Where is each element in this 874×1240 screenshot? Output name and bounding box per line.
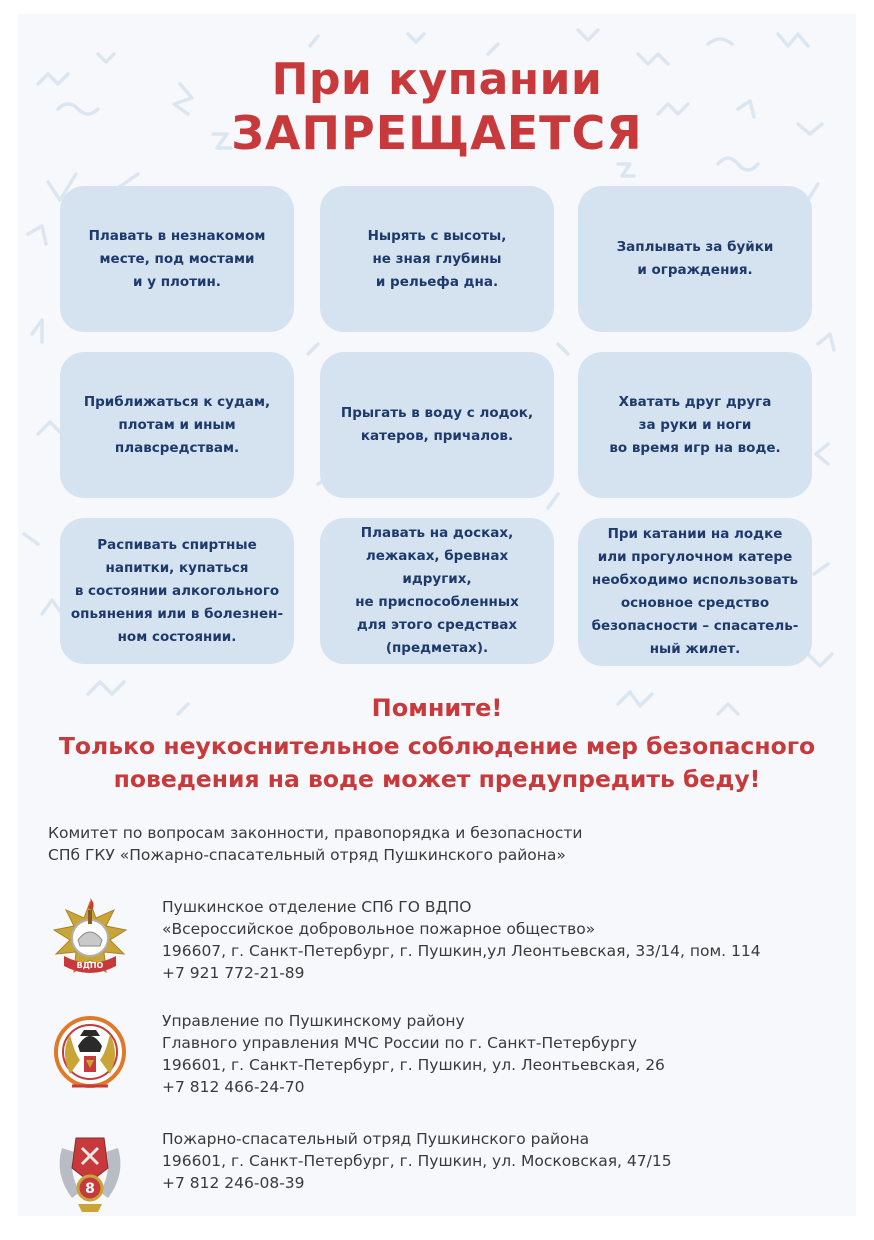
vdpo-emblem-label: ВДПО <box>76 961 104 970</box>
organization-details <box>162 1010 842 1098</box>
card-text: Распивать спиртные напитки, купаться в состоянии алкогольного опьянения или в болезнен- ном состоянии. <box>70 536 284 645</box>
prohibition-card <box>60 352 294 498</box>
vdpo-emblem-icon <box>48 896 132 986</box>
prohibition-card <box>578 518 812 666</box>
org-address: 196601, г. Санкт-Петербург, г. Пушкин, ул. Леонтьевская, 26 <box>162 1056 665 1074</box>
organization-vdpo <box>48 896 838 988</box>
card-text: Плавать в незнакомом месте, под мостами и у плотин. <box>88 227 266 290</box>
svg-text:8: 8 <box>85 1181 95 1197</box>
remember-heading: Помните! <box>371 694 503 722</box>
org-phone: +7 921 772-21-89 <box>162 964 305 982</box>
prohibition-card <box>60 518 294 664</box>
organization-fire-rescue <box>48 1128 838 1212</box>
prohibition-card <box>320 518 554 664</box>
organization-mchs <box>48 1010 838 1102</box>
org-address: 196607, г. Санкт-Петербург, г. Пушкин,ул Леонтьевская, 33/14, пом. 114 <box>162 942 761 960</box>
org-fullname: «Всероссийское добровольное пожарное общество» <box>162 920 596 938</box>
org-name: Пушкинское отделение СПб ГО ВДПО <box>162 898 472 916</box>
prohibition-card <box>60 186 294 332</box>
card-text: Заплывать за буйки и ограждения. <box>616 239 774 278</box>
prohibition-card <box>320 352 554 498</box>
prohibitions-grid <box>60 186 816 666</box>
org-phone: +7 812 466-24-70 <box>162 1078 305 1096</box>
org-name: Пожарно-спасательный отряд Пушкинского района <box>162 1130 590 1148</box>
card-text: Приближаться к судам, плотам и иным плавсредствам. <box>83 393 271 456</box>
org-fullname: Главного управления МЧС России по г. Санкт-Петербургу <box>162 1034 638 1052</box>
org-phone: +7 812 246-08-39 <box>162 1174 305 1192</box>
organization-details <box>162 1128 842 1194</box>
title-line-1: При купании <box>271 54 603 105</box>
card-text: Прыгать в воду с лодок, катеров, причалов. <box>340 405 534 444</box>
card-text: Плавать на досках, лежаках, бревнах идругих, не приспособленных для этого средствах (предметах). <box>355 525 519 656</box>
mchs-emblem-icon <box>48 1010 132 1100</box>
card-text: При катании на лодке или прогулочном катере необходимо использовать основное средство безопасности – спасатель- ный жилет. <box>591 526 799 657</box>
prohibition-card <box>578 186 812 332</box>
prohibition-card <box>320 186 554 332</box>
card-text: Хватать друг друга за руки и ноги во время игр на воде. <box>609 393 781 456</box>
title-line-2: ЗАПРЕЩАЕТСЯ <box>231 106 643 160</box>
card-text: Нырять с высоты, не зная глубины и рельефа дна. <box>367 227 507 290</box>
org-address: 196601, г. Санкт-Петербург, г. Пушкин, ул. Московская, 47/15 <box>162 1152 672 1170</box>
prohibition-card <box>578 352 812 498</box>
organization-details <box>162 896 842 984</box>
org-name: Управление по Пушкинскому району <box>162 1012 465 1030</box>
committee-text: Комитет по вопросам законности, правопорядка и безопасности СПб ГКУ «Пожарно-спасательный отряд Пушкинского района» <box>48 824 583 864</box>
poster-sheet <box>18 14 856 1216</box>
safety-warning: Только неукоснительное соблюдение мер безопасного поведения на воде может предупредить беду! <box>58 732 816 793</box>
fire-rescue-emblem-icon <box>48 1128 132 1216</box>
